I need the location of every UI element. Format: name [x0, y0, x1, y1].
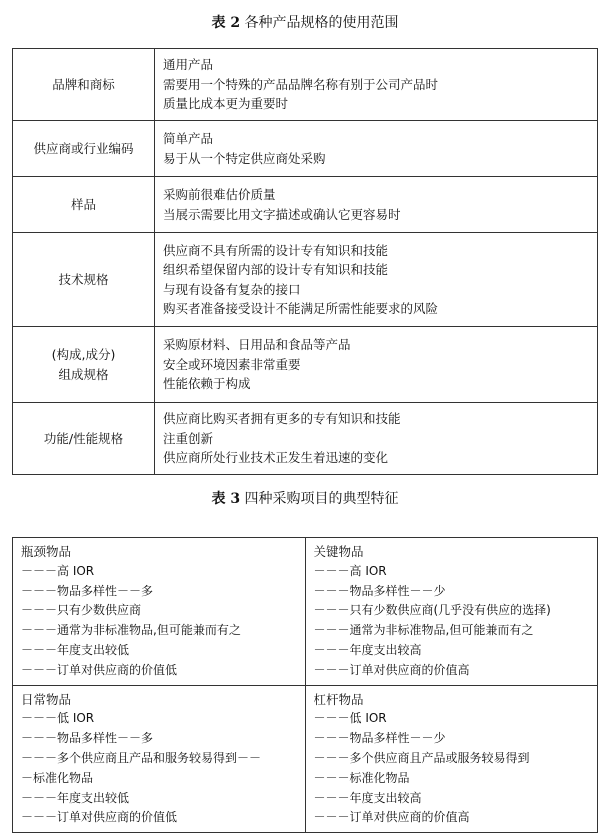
usage-cell	[155, 403, 598, 475]
characteristic-item: －－－物品多样性－－多	[21, 731, 154, 746]
usage-cell	[155, 327, 598, 403]
spec-row	[13, 403, 598, 475]
characteristic-item: －－－低 IOR	[313, 711, 387, 726]
quadrant-cell	[305, 685, 598, 833]
characteristic-item: －－－订单对供应商的价值高	[313, 662, 470, 677]
usage-item: 供应商不具有所需的设计专有知识和技能	[163, 242, 389, 258]
usage-item: 购买者准备接受设计不能满足所需性能要求的风险	[163, 301, 439, 316]
quadrant-row	[13, 538, 598, 686]
characteristic-item: －－－物品多样性－－多	[21, 583, 154, 598]
characteristic-item: －－－年度支出较低	[21, 790, 130, 805]
characteristic-item: －－－标准化物品	[313, 770, 410, 785]
usage-cell	[155, 177, 598, 233]
spec-type-label: 供应商或行业编码	[33, 140, 134, 156]
spec-type-cell	[13, 233, 155, 327]
spec-row	[13, 121, 598, 177]
table3-caption	[0, 488, 610, 508]
spec-type-label: 组成规格	[58, 366, 109, 382]
spec-type-cell	[13, 49, 155, 121]
characteristic-item: －－－年度支出较低	[21, 642, 130, 657]
usage-item: 质量比成本更为重要时	[163, 96, 289, 112]
quadrant-title: 关键物品	[313, 544, 364, 559]
characteristic-item: －－－物品多样性－－少	[313, 583, 446, 598]
spec-row	[13, 327, 598, 403]
characteristic-item: －－－年度支出较高	[313, 642, 422, 657]
usage-item: 安全或环境因素非常重要	[163, 356, 301, 372]
spec-type-cell	[13, 403, 155, 475]
product-spec-usage-table	[12, 48, 598, 475]
usage-item: 组织希望保留内部的设计专有知识和技能	[163, 262, 389, 277]
usage-item: 性能依赖于构成	[163, 376, 251, 392]
usage-item: 采购原材料、日用品和食品等产品	[163, 337, 351, 353]
usage-item: 通用产品	[163, 57, 214, 73]
characteristic-item: －－－多个供应商且产品或服务较易得到	[313, 750, 530, 765]
characteristic-item: －－－高 IOR	[21, 563, 95, 578]
table3-label: 表 3	[211, 491, 241, 507]
usage-item: 注重创新	[163, 430, 214, 446]
spec-row	[13, 49, 598, 121]
spec-type-cell	[13, 327, 155, 403]
usage-item: 需要用一个特殊的产品品牌名称有别于公司产品时	[163, 76, 439, 92]
usage-cell	[155, 121, 598, 177]
characteristic-item: －－－多个供应商且产品和服务较易得到－－	[21, 750, 262, 765]
characteristic-item: －－－低 IOR	[21, 711, 95, 726]
characteristic-item: －－－订单对供应商的价值低	[21, 810, 178, 825]
spec-type-cell	[13, 177, 155, 233]
spec-type-label: 品牌和商标	[52, 76, 115, 92]
usage-item: 当展示需要比用文字描述或确认它更容易时	[163, 206, 401, 222]
table2-caption	[0, 12, 610, 32]
quadrant-row	[13, 685, 598, 833]
characteristic-item: －－－订单对供应商的价值高	[313, 810, 470, 825]
usage-cell	[155, 233, 598, 327]
spec-row	[13, 233, 598, 327]
usage-item: 采购前很难估价质量	[163, 187, 276, 202]
quadrant-cell	[305, 538, 598, 686]
usage-item: 简单产品	[163, 131, 214, 146]
quadrant-cell	[13, 685, 306, 833]
characteristic-item: －－－订单对供应商的价值低	[21, 662, 178, 677]
usage-item: 供应商所处行业技术正发生着迅速的变化	[163, 450, 389, 466]
characteristic-item: －－－只有少数供应商	[21, 603, 142, 618]
characteristic-item: －－－高 IOR	[313, 563, 387, 578]
table2-label: 表 2	[211, 15, 241, 31]
characteristic-item: －－－通常为非标准物品,但可能兼而有之	[21, 623, 241, 638]
purchase-item-characteristics-table	[12, 537, 598, 833]
quadrant-cell	[13, 538, 306, 686]
usage-item: 与现有设备有复杂的接口	[163, 281, 301, 297]
quadrant-title: 瓶颈物品	[21, 544, 72, 559]
spec-type-label: (构成,成分)	[51, 346, 116, 362]
usage-item: 供应商比购买者拥有更多的专有知识和技能	[163, 411, 401, 427]
spec-type-label: 样品	[70, 196, 96, 212]
usage-cell	[155, 49, 598, 121]
spec-type-cell	[13, 121, 155, 177]
characteristic-item: －标准化物品	[21, 770, 94, 785]
spec-row	[13, 177, 598, 233]
quadrant-title: 杠杆物品	[313, 691, 364, 707]
characteristic-item: －－－物品多样性－－少	[313, 731, 446, 746]
characteristic-item: －－－年度支出较高	[313, 790, 422, 805]
quadrant-title: 日常物品	[21, 691, 72, 707]
table2-title: 各种产品规格的使用范围	[244, 15, 399, 31]
spec-type-label: 技术规格	[58, 271, 109, 287]
table3-title: 四种采购项目的典型特征	[244, 491, 399, 507]
characteristic-item: －－－只有少数供应商(几乎没有供应的选择)	[313, 603, 551, 618]
characteristic-item: －－－通常为非标准物品,但可能兼而有之	[313, 623, 534, 638]
spec-type-label: 功能/性能规格	[43, 430, 124, 446]
usage-item: 易于从一个特定供应商处采购	[163, 150, 326, 166]
